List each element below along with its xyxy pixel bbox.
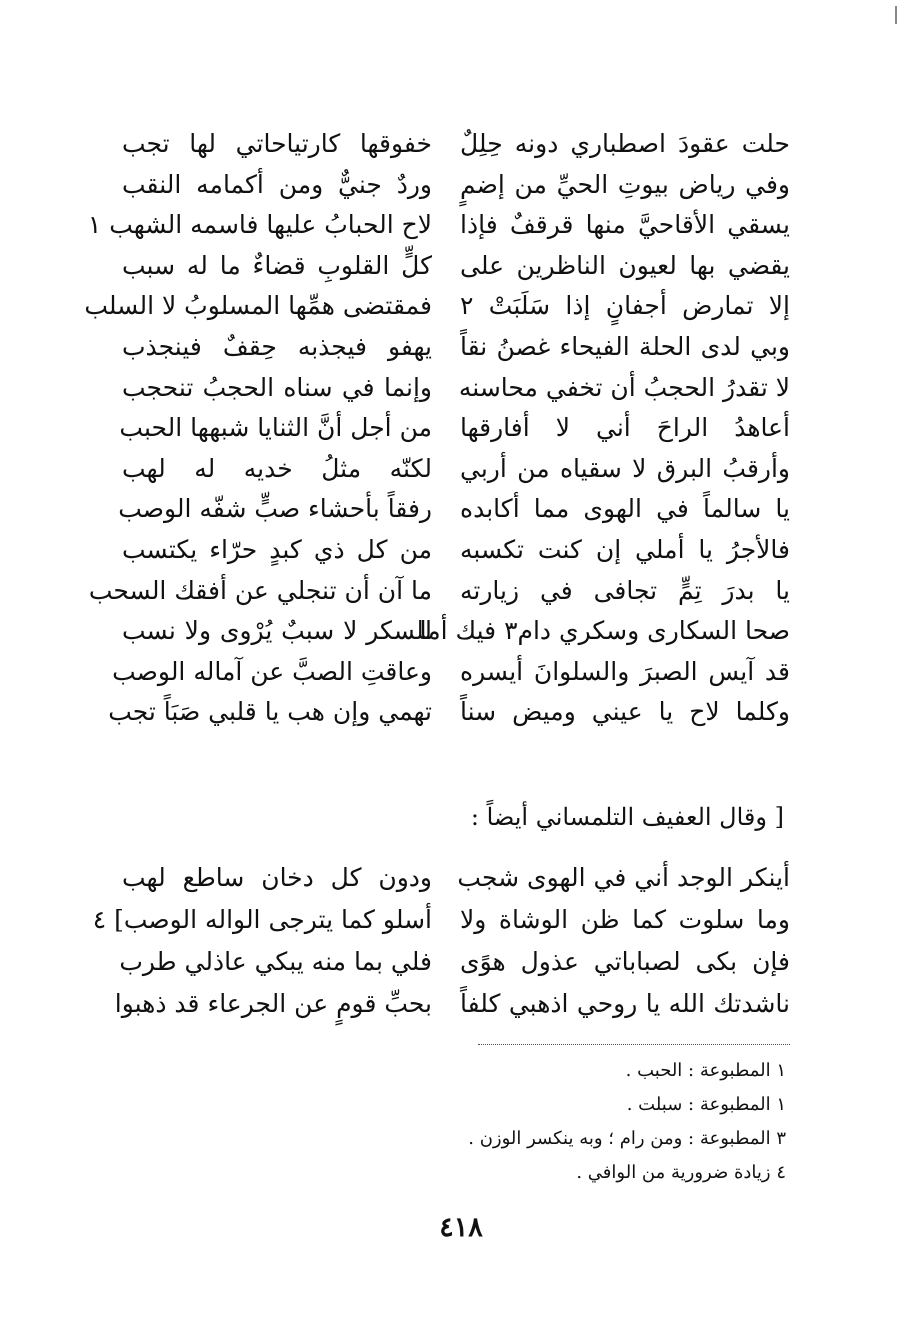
verse-row (0, 611, 912, 652)
poem-block-2 (0, 858, 912, 1026)
scan-mark (895, 6, 897, 24)
verse-first-hemistich: يا سالماً في الهوى مما أكابده (460, 494, 790, 524)
footnote: ١ المطبوعة : سبلت . (626, 1094, 786, 1115)
verse-first-hemistich: يسقي الأقاحيَّ منها قرقفٌ فإذا (460, 210, 790, 240)
verse-first-hemistich: وبي لدى الحلة الفيحاء غصنُ نقاً (460, 331, 790, 361)
footnotes (226, 1054, 786, 1190)
verse-first-hemistich: يا بدرَ تِمٍّ تجافى في زيارته (460, 575, 790, 605)
footnote-divider (478, 1044, 790, 1045)
verse-row (0, 449, 912, 490)
verse-row (0, 489, 912, 530)
verse-first-hemistich: قد آيس الصبرَ والسلوانَ أيسره (460, 656, 790, 686)
verse-second-hemistich: فلي بما منه يبكي عاذلي طرب (119, 947, 432, 976)
verse-row (0, 205, 912, 246)
verse-second-hemistich: رفقاً بأحشاء صبٍّ شفّه الوصب (118, 494, 432, 524)
verse-second-hemistich: وإنما في سناه الحجبُ تنحجب (122, 372, 432, 402)
verse-first-hemistich: وأرقبُ البرق لا سقياه من أربي (460, 453, 790, 483)
verse-second-hemistich: كلٍّ القلوبِ قضاءٌ ما له سبب (122, 250, 432, 280)
verse-first-hemistich: وفي رياض بيوتِ الحيِّ من إضمٍ (460, 169, 790, 199)
verse-second-hemistich: ما آن أن تنجلي عن أفقك السحب (88, 575, 432, 605)
verse-row (0, 327, 912, 368)
footnote: ٣ المطبوعة : ومن رام ؛ وبه ينكسر الوزن . (468, 1128, 786, 1149)
verse-first-hemistich: أعاهدُ الراحَ أني لا أفارقها (460, 413, 790, 443)
verse-second-hemistich: لاح الحبابُ عليها فاسمه الشهب ١ (87, 210, 432, 240)
verse-row (0, 408, 912, 449)
verse-first-hemistich: أينكر الوجد أني في الهوى شجب (457, 863, 790, 892)
verse-first-hemistich: حلت عقودَ اصطباري دونه حِلِلٌ (460, 129, 790, 158)
verse-row (0, 246, 912, 287)
verse-first-hemistich: لا تقدرُ الحجبُ أن تخفي محاسنه (458, 372, 790, 402)
verse-second-hemistich: ودون كل دخان ساطع لهب (122, 863, 432, 892)
verse-row (0, 692, 912, 733)
verse-first-hemistich: وكلما لاح يا عيني وميض سناً (460, 697, 790, 727)
verse-row (0, 858, 912, 900)
verse-second-hemistich: تهمي وإن هب يا قلبي صَبَاً تجب (108, 697, 432, 727)
verse-second-hemistich: فمقتضى همِّها المسلوبُ لا السلب (84, 291, 432, 321)
verse-row (0, 984, 912, 1026)
verse-row (0, 165, 912, 206)
verse-row (0, 900, 912, 942)
verse-second-hemistich: يهفو فيجذبه حِقفٌ فينجذب (122, 331, 432, 361)
footnote: ٤ زيادة ضرورية من الوافي . (576, 1162, 786, 1183)
verse-first-hemistich: ناشدتك الله يا روحي اذهبي كلفاً (460, 989, 790, 1018)
verse-second-hemistich: وردٌ جنيٌّ ومن أكمامه النقب (122, 169, 432, 199)
poem-introduction: [ وقال العفيف التلمساني أيضاً : (470, 803, 784, 831)
verse-second-hemistich: وعاقتِ الصبَّ عن آماله الوصب (112, 656, 432, 686)
verse-first-hemistich: فالأجرُ يا أملي إن كنت تكسبه (460, 534, 790, 564)
verse-first-hemistich: يقضي بها لعيون الناظرين على (460, 250, 790, 280)
poem-block-1 (0, 124, 912, 733)
verse-row (0, 368, 912, 409)
verse-second-hemistich: بحبِّ قومٍ عن الجرعاء قد ذهبوا (114, 989, 432, 1018)
verse-second-hemistich: من كل ذي كبدٍ حرّاء يكتسب (122, 534, 432, 564)
verse-second-hemistich: من أجل أنَّ الثنايا شبهها الحبب (119, 413, 432, 443)
footnote: ١ المطبوعة : الحبب . (625, 1060, 786, 1081)
verse-row (0, 124, 912, 165)
verse-row (0, 652, 912, 693)
verse-second-hemistich: أسلو كما يترجى الواله الوصب] ٤ (92, 905, 432, 934)
verse-second-hemistich: خفوقها كارتياحاتي لها تجب (122, 129, 432, 158)
page-number: ٤١٨ (439, 1212, 483, 1243)
verse-second-hemistich: لكنّه مثلُ خديه له لهب (122, 453, 432, 483)
verse-first-hemistich: وما سلوت كما ظن الوشاة ولا (460, 905, 790, 934)
verse-second-hemistich: للسكر لا سببٌ يُرْوى ولا نسب (122, 616, 432, 646)
verse-row (0, 942, 912, 984)
verse-first-hemistich: إلا تمارض أجفانٍ إذا سَلَبَتْ ٢ (460, 291, 790, 321)
verse-row (0, 530, 912, 571)
verse-row (0, 286, 912, 327)
verse-first-hemistich: فإن بكى لصباباتي عذول هوًى (460, 947, 790, 976)
verse-first-hemistich: صحا السكارى وسكري دام٣ فيك أما (419, 616, 790, 646)
verse-row (0, 571, 912, 612)
